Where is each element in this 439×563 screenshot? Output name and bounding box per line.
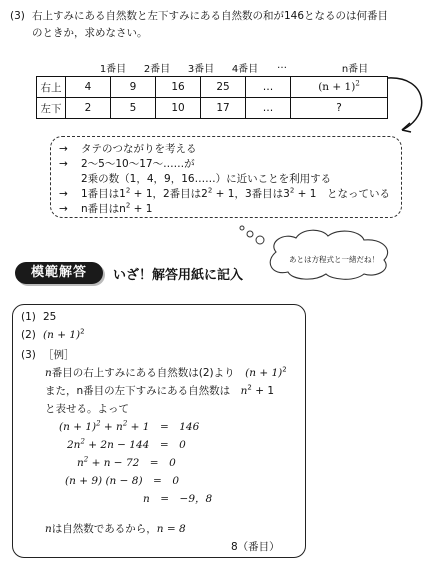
exponent: 2	[125, 186, 131, 195]
exponent: 2	[207, 186, 213, 195]
hint-text: + 1，3番目は3	[212, 188, 290, 200]
table-cell: ?	[291, 98, 388, 119]
equation-line	[77, 455, 176, 470]
table-grid	[36, 76, 388, 119]
arrow-icon: →	[59, 188, 68, 200]
conclusion-text: は自然数であるから，	[51, 523, 157, 535]
question-number: (3)	[10, 10, 25, 22]
solution-text: (n + 1)	[245, 367, 283, 379]
solution-line: と表せる。よって	[45, 403, 129, 415]
equation-text: + 1 = 146	[127, 421, 200, 433]
hint-text: 2乗の数（1，4，9，16……）に近いことを利用する	[81, 173, 332, 185]
table-header: 4番目	[231, 64, 259, 75]
solution-text: n	[240, 385, 248, 397]
table-header: …	[277, 60, 287, 71]
question-line-2: のときか，求めなさい。	[32, 27, 148, 39]
answer-number: (3)	[21, 349, 36, 361]
hint-line	[59, 186, 390, 201]
equation-line	[59, 419, 199, 434]
table-cell: 10	[156, 98, 201, 119]
exponent: 2	[247, 383, 252, 392]
table-header: 1番目	[99, 64, 127, 75]
table-cell: 25	[201, 77, 246, 98]
solution-line	[45, 383, 274, 398]
hint-text: 2～5～10～17～……が	[81, 158, 195, 170]
exponent: 2	[355, 79, 360, 88]
solution-text: + 1	[251, 385, 275, 397]
hint-text: 1番目は1	[81, 188, 126, 200]
arrow-icon: →	[59, 143, 68, 155]
conclusion-text: = 8	[163, 523, 186, 535]
final-answer: 8（番目）	[231, 541, 280, 553]
exponent: 2	[122, 419, 128, 428]
exponent: 2	[80, 437, 85, 446]
solution-text: n	[45, 367, 52, 379]
hint-line	[59, 156, 195, 171]
model-answer-tag: 模範解答	[15, 262, 103, 284]
exponent: 2	[282, 365, 287, 374]
table-cell	[291, 77, 388, 98]
solution-line	[45, 365, 287, 380]
arrow-icon: →	[59, 158, 68, 170]
equation-text: (n + 1)	[59, 421, 97, 433]
answer-3	[21, 347, 75, 362]
equation-text: n	[77, 457, 84, 469]
table-cell: 9	[111, 77, 156, 98]
hint-line	[59, 201, 152, 216]
hint-text: n番目はn	[81, 203, 126, 215]
exponent: 2	[80, 327, 85, 336]
table-cell: 4	[66, 77, 111, 98]
row-label: 右上	[37, 77, 66, 98]
table-header: 3番目	[187, 64, 215, 75]
equation-text: 2n	[67, 439, 81, 451]
arrow-icon: →	[59, 203, 68, 215]
exponent: 2	[83, 455, 89, 464]
equation-text: + n − 72 = 0	[88, 457, 176, 469]
hint-text: + 1 となっている	[294, 188, 390, 200]
equation-text: + 2n − 144 = 0	[84, 439, 186, 451]
table-cell: 16	[156, 77, 201, 98]
row-label: 左下	[37, 98, 66, 119]
exponent: 2	[289, 186, 295, 195]
table-cell: 5	[111, 98, 156, 119]
conclusion-line	[45, 521, 186, 536]
equation-line	[67, 437, 186, 452]
answer-text: (n + 1)	[43, 329, 81, 341]
question-text	[10, 8, 430, 42]
table-row	[37, 77, 388, 98]
table-cell: …	[246, 98, 291, 119]
equation-line: n = −9，8	[143, 493, 213, 505]
answer-box	[12, 304, 306, 558]
equation-line: (n + 9) (n − 8) = 0	[65, 475, 180, 487]
table-cell: 2	[66, 98, 111, 119]
cloud-text: あとは方程式と一緒だね！	[289, 255, 379, 264]
table-row	[37, 98, 388, 119]
table-cell: 17	[201, 98, 246, 119]
conclusion-text: n	[156, 523, 164, 535]
answer-2	[21, 329, 85, 341]
answer-number: (1)	[21, 311, 36, 323]
hint-box	[50, 136, 402, 218]
conclusion-text: n	[45, 523, 52, 535]
curved-arrow-icon	[380, 66, 434, 138]
thought-cloud-icon	[236, 222, 406, 280]
hint-line	[59, 141, 197, 156]
exponent: 2	[125, 201, 131, 210]
answer-text: 25	[43, 311, 57, 323]
banner-text: いざ！解答用紙に記入	[113, 268, 244, 283]
solution-text: 番目の右上すみにある自然数は(2)より	[51, 367, 246, 379]
cell-expression: (n + 1)	[318, 81, 356, 93]
table-header: 2番目	[143, 64, 171, 75]
hint-text: タテのつながりを考える	[81, 143, 197, 155]
hint-text: + 1，2番目は2	[130, 188, 208, 200]
equation-text: + n	[100, 421, 123, 433]
question-line-1: 右上すみにある自然数と左下すみにある自然数の和が146となるのは何番目	[32, 10, 389, 22]
solution-text: また，n番目の左下すみにある自然数は	[45, 385, 241, 397]
answer-1	[21, 311, 56, 323]
hint-text: + 1	[130, 203, 153, 215]
answer-label: ［例］	[43, 349, 75, 361]
exponent: 2	[96, 419, 101, 428]
answer-number: (2)	[21, 329, 36, 341]
table-cell: …	[246, 77, 291, 98]
table-header: n番目	[341, 64, 369, 75]
